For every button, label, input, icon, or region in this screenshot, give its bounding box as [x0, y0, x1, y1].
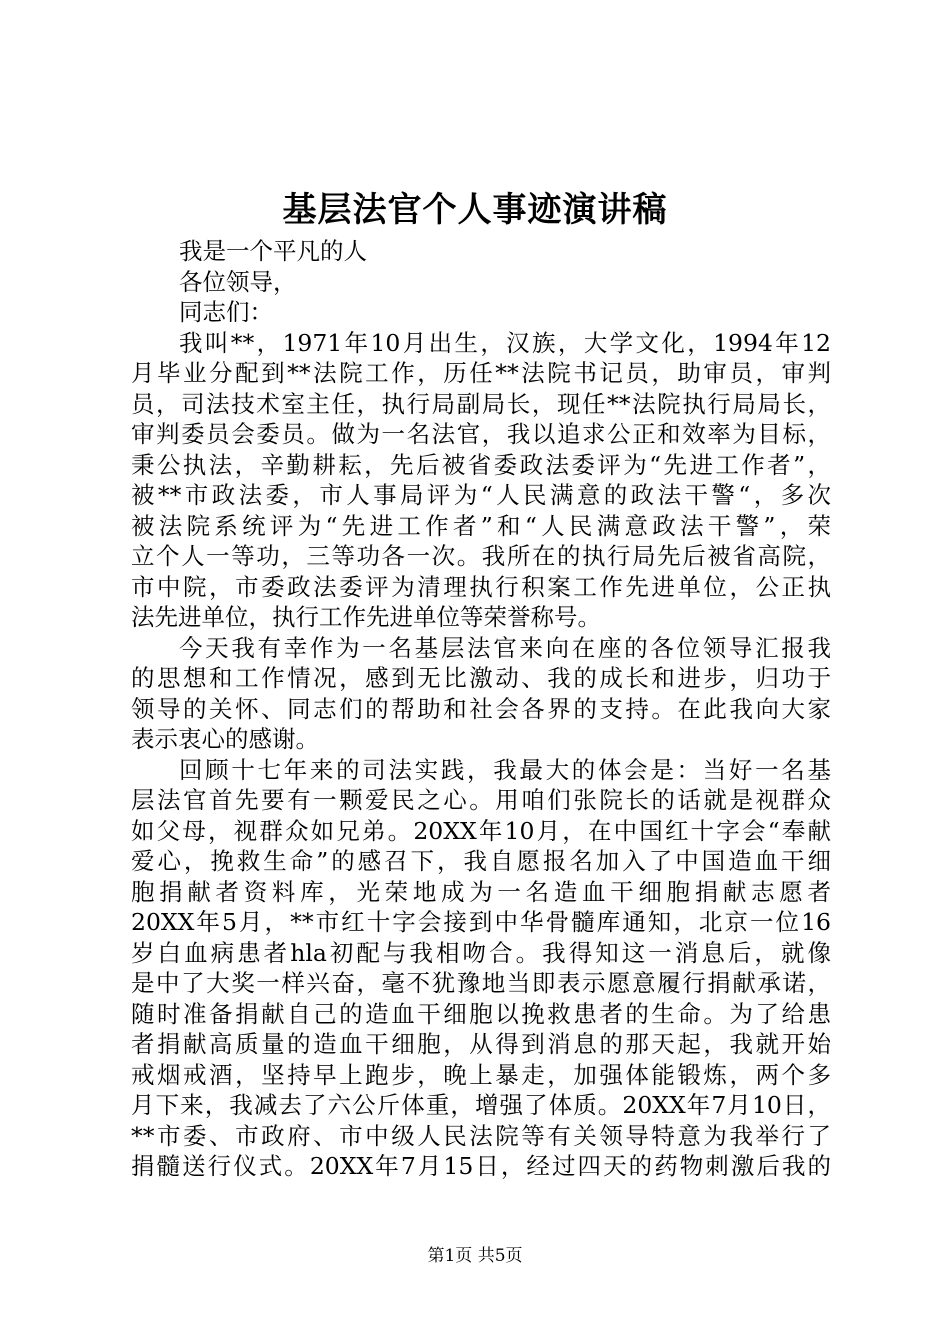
text-line: 的思想和工作情况，感到无比激动、我的成长和进步，归功于	[131, 664, 831, 692]
text-line: 表示衷心的感谢。	[131, 725, 319, 753]
text-line: 员，司法技术室主任，执行局副局长，现任**法院执行局局长，	[131, 389, 831, 418]
text-line: 层法官首先要有一颗爱民之心。用咱们张院长的话就是视群众	[131, 786, 831, 814]
page-footer: 第1页 共5页	[427, 1246, 523, 1266]
text-line: 市中院，市委政法委评为清理执行积案工作先进单位，公正执	[131, 572, 831, 601]
text-line: 同志们：	[179, 298, 273, 326]
text-line: 秉公执法，辛勤耕耘，先后被省委政法委评为“先进工作者”，	[131, 450, 831, 479]
text-line: 胞捐献者资料库，光荣地成为一名造血干细胞捐献志愿者	[131, 877, 831, 906]
text-line: 者捐献高质量的造血干细胞，从得到消息的那天起，我就开始	[131, 1030, 831, 1058]
text-line: 随时准备捐献自己的造血干细胞以挽救患者的生命。为了给患	[131, 999, 831, 1028]
text-line: 法先进单位，执行工作先进单位等荣誉称号。	[131, 603, 601, 631]
text-line: **市委、市政府、市中级人民法院等有关领导特意为我举行了	[131, 1121, 831, 1150]
text-line: 我叫**，1971年10月出生，汉族，大学文化，1994年12	[179, 328, 831, 357]
text-line: 被法院系统评为“先进工作者”和“人民满意政法干警”，荣	[131, 511, 831, 540]
text-line: 各位领导，	[179, 267, 297, 296]
text-line: 月下来，我减去了六公斤体重，增强了体质。20XX年7月10日，	[131, 1091, 831, 1119]
text-line: 立个人一等功，三等功各一次。我所在的执行局先后被省高院，	[131, 542, 831, 570]
document-title: 基层法官个人事迹演讲稿	[282, 190, 668, 230]
text-line: 是中了大奖一样兴奋，毫不犹豫地当即表示愿意履行捐献承诺，	[131, 969, 831, 997]
text-line: 审判委员会委员。做为一名法官，我以追求公正和效率为目标，	[131, 420, 831, 448]
text-line: 戒烟戒酒，坚持早上跑步，晚上暴走，加强体能锻炼，两个多	[131, 1060, 831, 1089]
text-line: 20XX年5月，**市红十字会接到中华骨髓库通知，北京一位16	[131, 908, 831, 936]
text-line: 回顾十七年来的司法实践，我最大的体会是：当好一名基	[179, 755, 831, 784]
text-line: 被**市政法委，市人事局评为“人民满意的政法干警“，多次	[131, 481, 831, 509]
text-line: 月毕业分配到**法院工作，历任**法院书记员，助审员，审判	[131, 359, 831, 387]
text-line: 岁白血病患者hla初配与我相吻合。我得知这一消息后，就像	[131, 938, 831, 967]
text-line: 我是一个平凡的人	[179, 237, 367, 265]
text-line: 爱心，挽救生命”的感召下，我自愿报名加入了中国造血干细	[131, 847, 831, 875]
text-line: 如父母，视群众如兄弟。20XX年10月，在中国红十字会“奉献	[131, 816, 831, 845]
document-body	[131, 236, 831, 1182]
text-line: 领导的关怀、同志们的帮助和社会各界的支持。在此我向大家	[131, 694, 831, 723]
text-line: 捐髓送行仪式。20XX年7月15日，经过四天的药物刺激后我的	[131, 1152, 831, 1180]
text-line: 今天我有幸作为一名基层法官来向在座的各位领导汇报我	[179, 633, 831, 662]
